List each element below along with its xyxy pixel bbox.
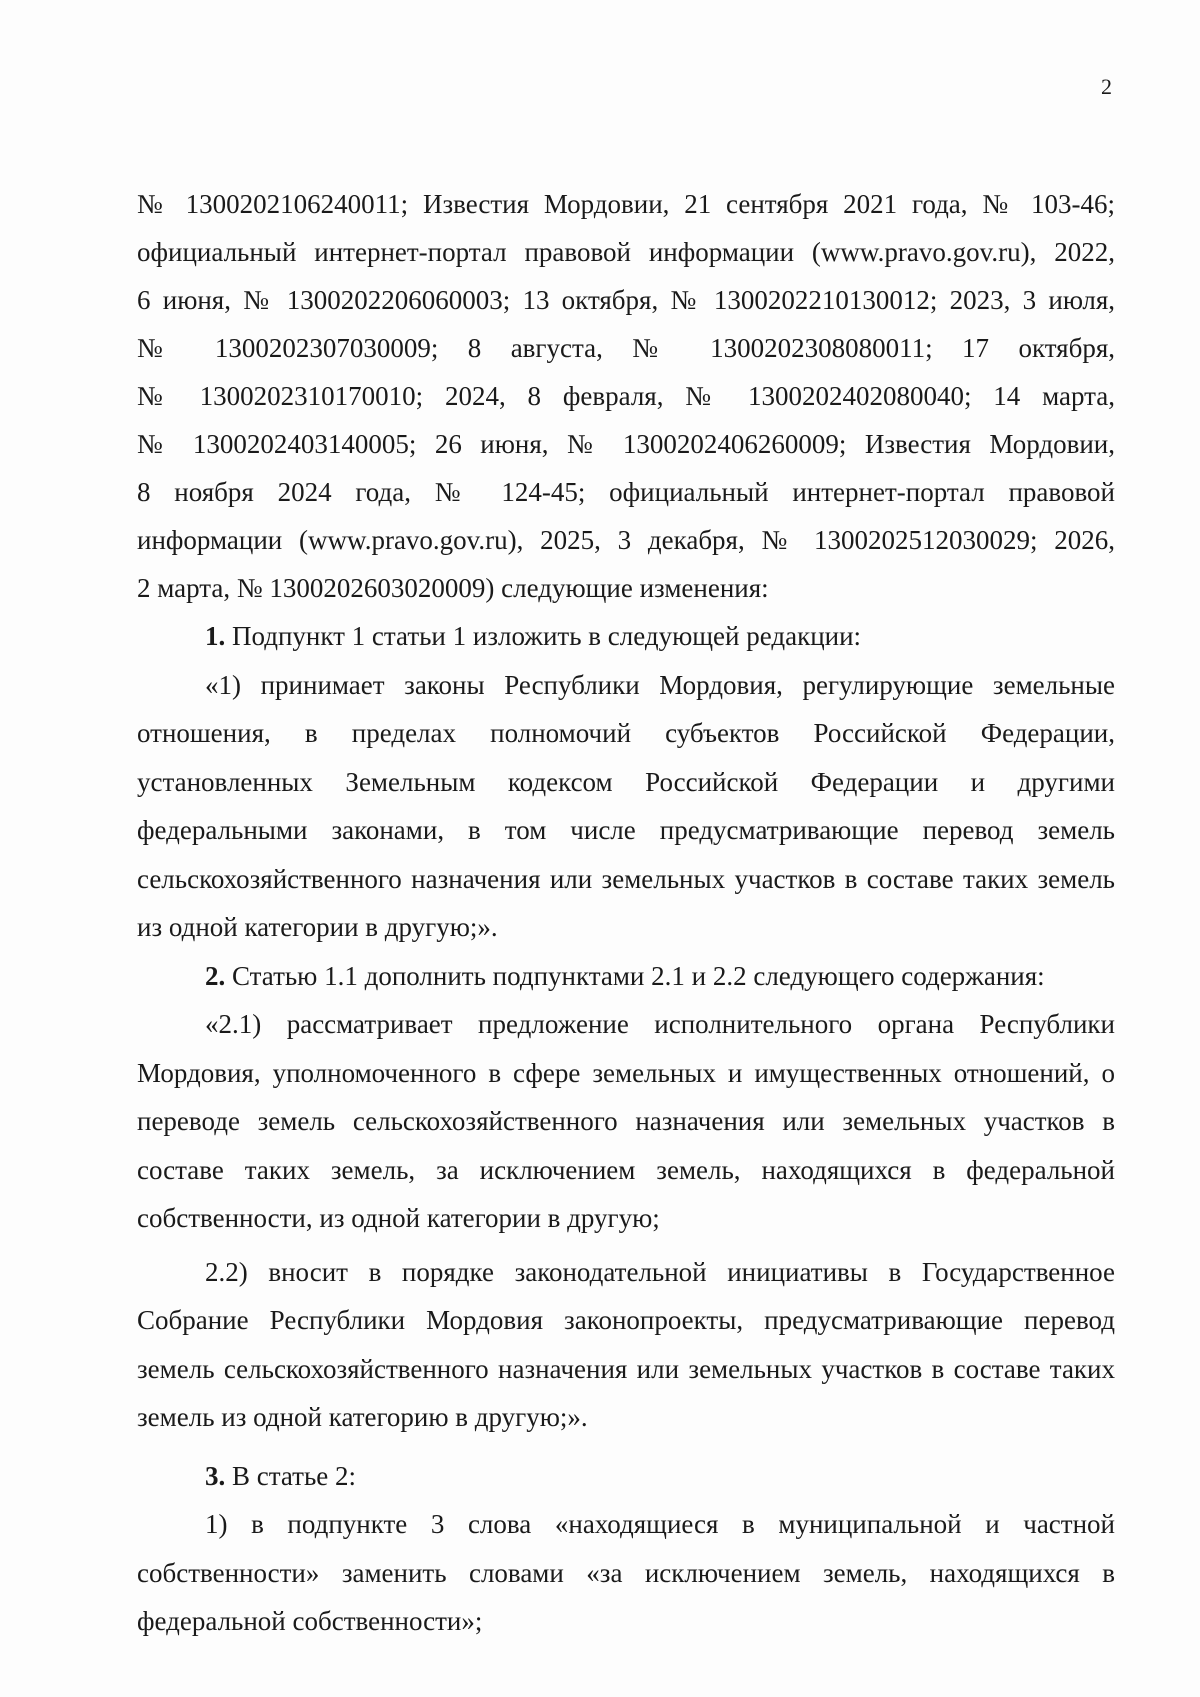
item-2-quote-2: 2.2) вносит в порядке законодательной инициативы в Государственное Собрание Республики Мордовия законопроекты, предусматривающие перевод земель сельскохозяйственного назначения или земельных участков в составе таких земель из одной категорию в другую;». xyxy=(137,1256,1115,1432)
page-number: 2 xyxy=(1101,74,1112,99)
reference-line: № 1300202307030009; 8 августа, № 1300202308080011; 17 октября, xyxy=(137,333,1115,363)
item-2-quote-1: «2.1) рассматривает предложение исполнительного органа Республики Мордовия, уполномоченного в сфере земельных и имущественных отношений, о переводе земель сельскохозяйственного назначения или земельных участков в составе таких земель, за исключением земель, находящихся в федеральной собственности, из одной категории в другую; xyxy=(137,1009,1115,1233)
document-body xyxy=(137,180,1115,1646)
spacer xyxy=(137,1442,1115,1452)
item-1-heading xyxy=(137,612,1115,661)
item-3-number: 3. xyxy=(205,1460,226,1491)
item-1-quote: «1) принимает законы Республики Мордовия, регулирующие земельные отношения, в пределах полномочий субъектов Российской Федерации, установленных Земельным кодексом Российской Федерации и другими федеральными законами, в том числе предусматривающие перевод земель сельскохозяйственного назначения или земельных участков в составе таких земель из одной категории в другую;». xyxy=(137,669,1115,942)
item-2-heading xyxy=(137,952,1115,1001)
item-3-subitem-1: 1) в подпункте 3 слова «находящиеся в муниципальной и частной собственности» заменить словами «за исключением земель, находящихся в федеральной собственности»; xyxy=(137,1509,1115,1636)
reference-line: 6 июня, № 1300202206060003; 13 октября, № 1300202210130012; 2023, 3 июля, xyxy=(137,285,1115,315)
reference-line: информации (www.pravo.gov.ru), 2025, 3 декабря, № 1300202512030029; 2026, xyxy=(137,525,1115,555)
item-3-text: В статье 2: xyxy=(225,1460,357,1491)
reference-line: официальный интернет-портал правовой информации (www.pravo.gov.ru), 2022, xyxy=(137,237,1115,267)
reference-line: № 1300202310170010; 2024, 8 февраля, № 1300202402080040; 14 марта, xyxy=(137,381,1115,411)
item-1-number: 1. xyxy=(205,621,226,651)
reference-line: 2 марта, № 1300202603020009) следующие изменения: xyxy=(137,573,769,603)
reference-line: № 1300202106240011; Известия Мордовии, 21 сентября 2021 года, № 103-46; xyxy=(137,189,1115,219)
item-1-text: Подпункт 1 статьи 1 изложить в следующей редакции: xyxy=(225,621,862,651)
item-2-number: 2. xyxy=(205,960,226,991)
item-2-text: Статью 1.1 дополнить подпунктами 2.1 и 2.2 следующего содержания: xyxy=(225,960,1045,991)
reference-line: № 1300202403140005; 26 июня, № 1300202406260009; Известия Мордовии, xyxy=(137,429,1115,459)
publication-references xyxy=(137,180,1115,612)
reference-line: 8 ноября 2024 года, № 124-45; официальный интернет-портал правовой xyxy=(137,477,1115,507)
item-3-heading xyxy=(137,1452,1115,1501)
